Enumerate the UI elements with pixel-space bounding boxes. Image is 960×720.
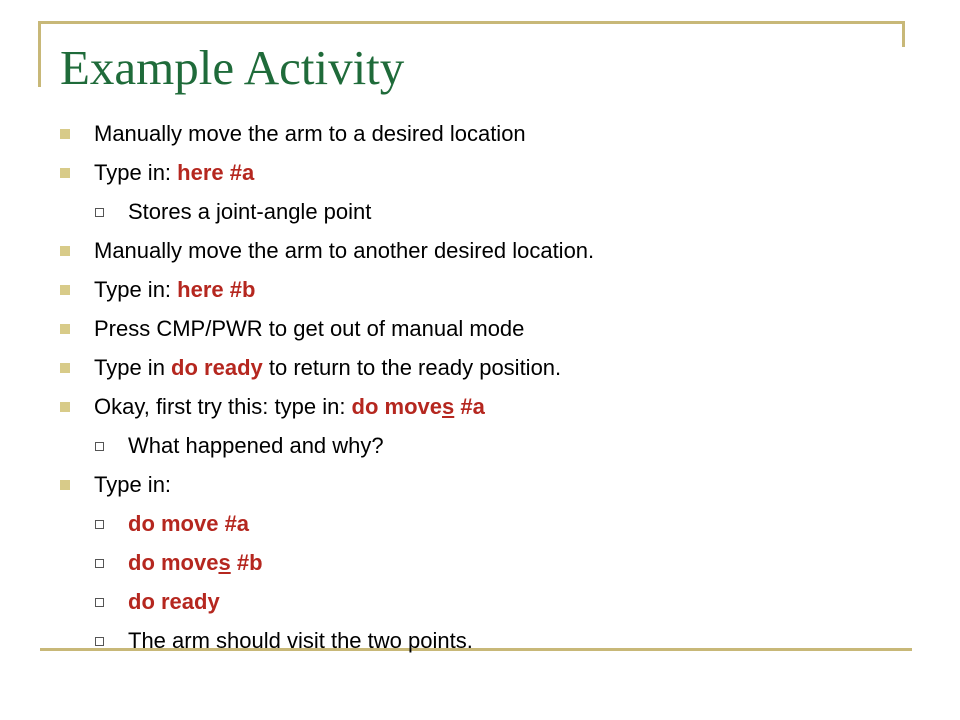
command-underlined-letter: s [442, 394, 455, 419]
command-text-end: #a [454, 394, 485, 419]
item-prefix: Type in: [94, 160, 178, 185]
square-bullet-icon [60, 246, 70, 256]
item-prefix: Okay, first try this: type in: [94, 394, 352, 419]
item-text: The arm should visit the two points. [128, 628, 473, 653]
square-bullet-icon [60, 129, 70, 139]
sub-bullet-item [128, 549, 263, 577]
command-text: do ready [171, 355, 263, 380]
item-prefix: Type in: [94, 277, 178, 302]
item-text: Manually move the arm to another desired location. [94, 238, 595, 263]
item-text: Type in: [94, 472, 172, 497]
square-bullet-icon [60, 480, 70, 490]
hollow-square-bullet-icon [95, 442, 104, 451]
square-bullet-icon [60, 363, 70, 373]
hollow-square-bullet-icon [95, 637, 104, 646]
frame-top-line [40, 21, 904, 24]
sub-bullet-item [128, 588, 220, 616]
command-text: do ready [128, 589, 220, 614]
command-underlined-letter: s [218, 550, 231, 575]
frame-right-line [902, 21, 905, 47]
command-text: here #a [177, 160, 255, 185]
command-text: do move #a [128, 511, 250, 536]
sub-bullet-item [128, 627, 473, 655]
slide-title: Example Activity [60, 40, 405, 95]
square-bullet-icon [60, 402, 70, 412]
bullet-item [94, 237, 594, 265]
square-bullet-icon [60, 285, 70, 295]
command-text: here #b [177, 277, 256, 302]
command-text-end: #b [230, 550, 263, 575]
bullet-item [94, 471, 171, 499]
command-text: do move [128, 550, 219, 575]
square-bullet-icon [60, 324, 70, 334]
sub-bullet-item [128, 198, 371, 226]
bullet-item [94, 354, 561, 382]
item-text: Manually move the arm to a desired location [94, 121, 526, 146]
hollow-square-bullet-icon [95, 559, 104, 568]
item-suffix: to return to the ready position. [262, 355, 562, 380]
bullet-item [94, 393, 485, 421]
command-text: do move [351, 394, 443, 419]
bullet-item [94, 120, 526, 148]
hollow-square-bullet-icon [95, 208, 104, 217]
item-text: Stores a joint-angle point [128, 199, 372, 224]
item-text: Press CMP/PWR to get out of manual mode [94, 316, 525, 341]
square-bullet-icon [60, 168, 70, 178]
bullet-item [94, 276, 255, 304]
bullet-item [94, 315, 524, 343]
item-prefix: Type in [94, 355, 172, 380]
hollow-square-bullet-icon [95, 598, 104, 607]
sub-bullet-item [128, 510, 249, 538]
sub-bullet-item [128, 432, 384, 460]
bullet-item [94, 159, 254, 187]
hollow-square-bullet-icon [95, 520, 104, 529]
frame-left-line [38, 21, 41, 87]
item-text: What happened and why? [128, 433, 384, 458]
